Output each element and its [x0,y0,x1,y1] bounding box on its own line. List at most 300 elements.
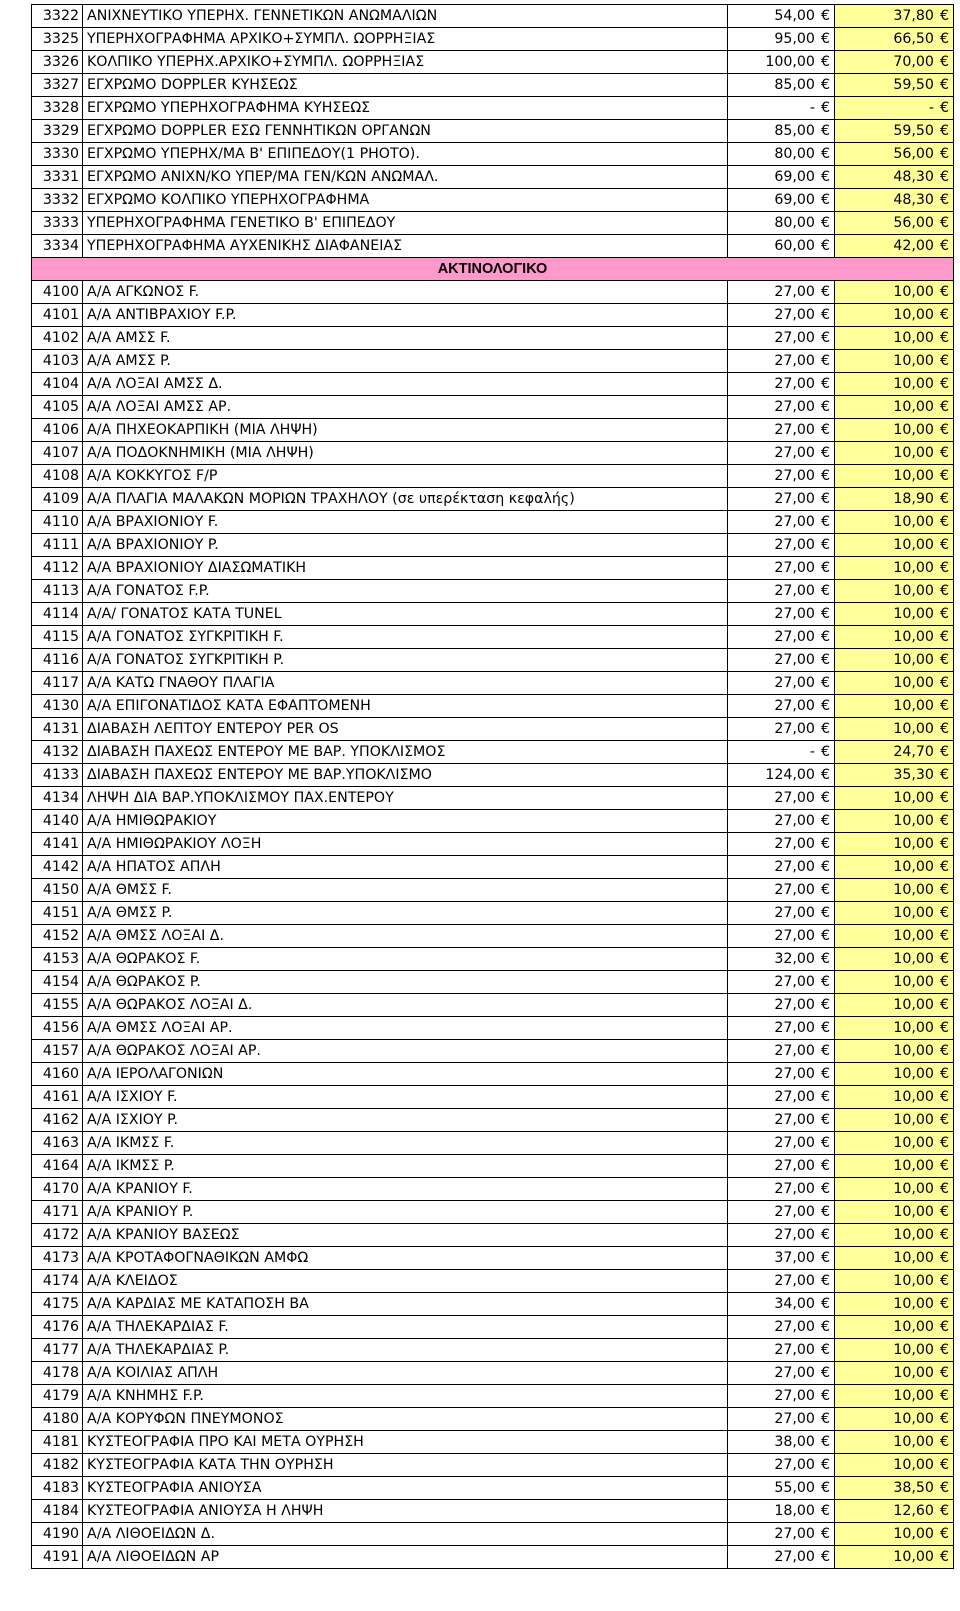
price-row [32,1224,954,1247]
discount-price-cell [835,5,954,28]
full-price-amount: 85,00 [774,123,815,139]
exam-description: Α/Α ΘΜΣΣ ΛΟΞΑΙ Δ. [83,925,728,948]
euro-symbol: € [939,192,949,208]
price-row [32,1454,954,1477]
full-price-cell [728,1201,835,1224]
exam-description: Α/Α ΗΜΙΘΩΡΑΚΙΟΥ ΛΟΞΗ [83,833,728,856]
exam-code: 4142 [32,856,83,879]
discount-price-amount: 10,00 [893,1411,934,1427]
euro-symbol: € [820,215,830,231]
exam-code: 4110 [32,511,83,534]
full-price-cell [728,1362,835,1385]
exam-description: Α/Α ΚΝΗΜΗΣ F.P. [83,1385,728,1408]
exam-description: ΥΠΕΡΗΧΟΓΡΑΦΗΜΑ ΓΕΝΕΤΙΚΟ Β' ΕΠΙΠΕΔΟΥ [83,212,728,235]
exam-description: Α/Α ΛΟΞΑΙ ΑΜΣΣ ΑΡ. [83,396,728,419]
euro-symbol: € [820,560,830,576]
price-row [32,1132,954,1155]
money-value [839,465,949,487]
discount-price-cell [835,1293,954,1316]
money-value [732,97,830,119]
discount-price-amount: 10,00 [893,1181,934,1197]
euro-symbol: € [939,974,949,990]
discount-price-amount: 37,80 [893,8,934,24]
exam-code: 4177 [32,1339,83,1362]
euro-symbol: € [820,1526,830,1542]
exam-description: Α/Α ΘΩΡΑΚΟΣ P. [83,971,728,994]
euro-symbol: € [939,123,949,139]
discount-price-amount: 48,30 [893,169,934,185]
discount-price-cell [835,212,954,235]
money-value [732,166,830,188]
exam-description: Α/Α ΚΡΑΝΙΟΥ ΒΑΣΕΩΣ [83,1224,728,1247]
money-value [732,1086,830,1108]
money-value [839,787,949,809]
full-price-amount: 100,00 [765,54,815,70]
full-price-amount: 80,00 [774,146,815,162]
discount-price-cell [835,902,954,925]
discount-price-cell [835,764,954,787]
euro-symbol: € [939,468,949,484]
euro-symbol: € [939,1411,949,1427]
euro-symbol: € [820,1434,830,1450]
money-value [839,1063,949,1085]
exam-description: ΛΗΨΗ ΔΙΑ ΒΑΡ.ΥΠΟΚΛΙΣΜΟΥ ΠΑΧ.ΕΝΤΕΡΟΥ [83,787,728,810]
money-value [839,1316,949,1338]
exam-code: 4109 [32,488,83,511]
euro-symbol: € [939,698,949,714]
money-value [839,1109,949,1131]
discount-price-cell [835,718,954,741]
full-price-cell [728,28,835,51]
money-value [839,51,949,73]
exam-code: 4111 [32,534,83,557]
euro-symbol: € [820,1181,830,1197]
discount-price-amount: 10,00 [893,399,934,415]
euro-symbol: € [820,123,830,139]
euro-symbol: € [820,974,830,990]
euro-symbol: € [939,353,949,369]
euro-symbol: € [820,698,830,714]
full-price-cell [728,833,835,856]
discount-price-cell [835,1270,954,1293]
full-price-amount: 85,00 [774,77,815,93]
price-row [32,1040,954,1063]
price-row [32,810,954,833]
exam-code: 4176 [32,1316,83,1339]
euro-symbol: € [939,560,949,576]
euro-symbol: € [939,1503,949,1519]
exam-code: 4150 [32,879,83,902]
euro-symbol: € [939,238,949,254]
euro-symbol: € [820,1411,830,1427]
discount-price-cell [835,994,954,1017]
exam-description: Α/Α ΚΛΕΙΔΟΣ [83,1270,728,1293]
euro-symbol: € [820,928,830,944]
full-price-cell [728,212,835,235]
euro-symbol: € [820,1319,830,1335]
money-value [839,1155,949,1177]
full-price-cell [728,1040,835,1063]
money-value [839,235,949,257]
money-value [732,1040,830,1062]
full-price-cell [728,1385,835,1408]
money-value [732,74,830,96]
discount-price-amount: 59,50 [893,77,934,93]
full-price-cell [728,189,835,212]
full-price-amount: 27,00 [774,468,815,484]
price-row [32,1270,954,1293]
price-row [32,1500,954,1523]
money-value [732,856,830,878]
discount-price-amount: 38,50 [893,1480,934,1496]
price-row [32,971,954,994]
discount-price-cell [835,1247,954,1270]
euro-symbol: € [820,537,830,553]
money-value [839,396,949,418]
price-row [32,327,954,350]
money-value [839,1017,949,1039]
full-price-amount: 27,00 [774,698,815,714]
exam-description: Α/Α ΠΟΔΟΚΝΗΜΙΚΗ (ΜΙΑ ΛΗΨΗ) [83,442,728,465]
exam-description: Α/Α ΘΜΣΣ P. [83,902,728,925]
euro-symbol: € [820,652,830,668]
discount-price-cell [835,143,954,166]
discount-price-amount: 59,50 [893,123,934,139]
euro-symbol: € [939,307,949,323]
exam-description: Α/Α ΑΓΚΩΝΟΣ F. [83,281,728,304]
euro-symbol: € [939,1526,949,1542]
discount-price-amount: 10,00 [893,606,934,622]
discount-price-amount: 10,00 [893,721,934,737]
price-row [32,511,954,534]
euro-symbol: € [820,905,830,921]
full-price-amount: 34,00 [774,1296,815,1312]
full-price-amount: 27,00 [774,606,815,622]
exam-description: Α/Α ΑΜΣΣ P. [83,350,728,373]
full-price-cell [728,74,835,97]
price-row [32,534,954,557]
euro-symbol: € [939,399,949,415]
full-price-cell [728,1500,835,1523]
full-price-amount: 27,00 [774,859,815,875]
discount-price-amount: 10,00 [893,905,934,921]
money-value [839,511,949,533]
money-value [732,879,830,901]
full-price-amount: 27,00 [774,974,815,990]
discount-price-amount: 10,00 [893,560,934,576]
money-value [839,1040,949,1062]
euro-symbol: € [939,284,949,300]
full-price-cell [728,1316,835,1339]
full-price-amount: 27,00 [774,928,815,944]
price-row [32,764,954,787]
money-value [732,442,830,464]
discount-price-cell [835,741,954,764]
full-price-amount: 27,00 [774,721,815,737]
discount-price-amount: 10,00 [893,1296,934,1312]
discount-price-amount: 10,00 [893,882,934,898]
full-price-cell [728,350,835,373]
full-price-cell [728,764,835,787]
euro-symbol: € [939,514,949,530]
exam-code: 4181 [32,1431,83,1454]
exam-code: 3325 [32,28,83,51]
full-price-amount: 27,00 [774,652,815,668]
full-price-cell [728,902,835,925]
exam-code: 3331 [32,166,83,189]
full-price-amount: 54,00 [774,8,815,24]
full-price-amount: 69,00 [774,169,815,185]
euro-symbol: € [939,1434,949,1450]
discount-price-cell [835,1063,954,1086]
discount-price-cell [835,1477,954,1500]
euro-symbol: € [820,767,830,783]
discount-price-amount: 12,60 [893,1503,934,1519]
full-price-amount: 27,00 [774,376,815,392]
euro-symbol: € [820,284,830,300]
full-price-amount: 27,00 [774,882,815,898]
full-price-cell [728,1546,835,1569]
euro-symbol: € [939,1066,949,1082]
discount-price-cell [835,465,954,488]
money-value [839,971,949,993]
price-row [32,350,954,373]
euro-symbol: € [939,376,949,392]
euro-symbol: € [820,1066,830,1082]
exam-description: ΕΓΧΡΩΜΟ ΚΟΛΠΙΚΟ ΥΠΕΡΗΧΟΓΡΑΦΗΜΑ [83,189,728,212]
exam-code: 4116 [32,649,83,672]
euro-symbol: € [820,77,830,93]
money-value [732,1155,830,1177]
price-row [32,626,954,649]
euro-symbol: € [939,721,949,737]
money-value [732,971,830,993]
money-value [839,442,949,464]
discount-price-amount: 10,00 [893,1319,934,1335]
full-price-amount: 27,00 [774,836,815,852]
price-row [32,1339,954,1362]
exam-code: 4161 [32,1086,83,1109]
euro-symbol: € [939,422,949,438]
discount-price-cell [835,1362,954,1385]
money-value [839,534,949,556]
discount-price-cell [835,925,954,948]
price-list-body [32,5,954,1569]
exam-description: Α/Α ΙΕΡΟΛΑΓΟΝΙΩΝ [83,1063,728,1086]
euro-symbol: € [820,31,830,47]
exam-code: 4160 [32,1063,83,1086]
exam-description: ΕΓΧΡΩΜΟ ΥΠΕΡΗΧΟΓΡΑΦΗΜΑ ΚΥΗΣΕΩΣ [83,97,728,120]
exam-description: Α/Α ΚΡΑΝΙΟΥ P. [83,1201,728,1224]
money-value [839,1385,949,1407]
money-value [732,764,830,786]
euro-symbol: € [820,169,830,185]
full-price-cell [728,511,835,534]
exam-code: 4191 [32,1546,83,1569]
full-price-cell [728,1270,835,1293]
euro-symbol: € [820,1112,830,1128]
euro-symbol: € [939,1388,949,1404]
discount-price-amount: 10,00 [893,1388,934,1404]
exam-code: 4105 [32,396,83,419]
exam-description: Α/Α ΠΗΧΕΟΚΑΡΠΙΚΗ (ΜΙΑ ΛΗΨΗ) [83,419,728,442]
discount-price-cell [835,189,954,212]
money-value [839,833,949,855]
exam-code: 4183 [32,1477,83,1500]
discount-price-cell [835,166,954,189]
euro-symbol: € [820,1480,830,1496]
full-price-amount: 27,00 [774,905,815,921]
discount-price-cell [835,1385,954,1408]
money-value [732,28,830,50]
money-value [732,189,830,211]
exam-code: 4164 [32,1155,83,1178]
discount-price-amount: 10,00 [893,468,934,484]
full-price-amount: 27,00 [774,330,815,346]
price-row [32,51,954,74]
euro-symbol: € [939,905,949,921]
money-value [732,626,830,648]
money-value [732,1224,830,1246]
discount-price-amount: 10,00 [893,353,934,369]
euro-symbol: € [939,77,949,93]
euro-symbol: € [939,1135,949,1151]
full-price-cell [728,235,835,258]
euro-symbol: € [820,491,830,507]
exam-code: 4103 [32,350,83,373]
price-row [32,580,954,603]
price-row [32,1523,954,1546]
full-price-cell [728,948,835,971]
full-price-cell [728,396,835,419]
money-value [839,557,949,579]
euro-symbol: € [820,376,830,392]
money-value [732,373,830,395]
price-row [32,465,954,488]
exam-code: 3326 [32,51,83,74]
money-value [732,580,830,602]
money-value [839,810,949,832]
discount-price-cell [835,442,954,465]
full-price-amount: 27,00 [774,1526,815,1542]
money-value [839,603,949,625]
money-value [732,557,830,579]
money-value [839,1546,949,1568]
money-value [732,1178,830,1200]
discount-price-amount: 10,00 [893,1365,934,1381]
exam-code: 4162 [32,1109,83,1132]
full-price-amount: 69,00 [774,192,815,208]
euro-symbol: € [820,1227,830,1243]
money-value [732,120,830,142]
euro-symbol: € [939,1549,949,1565]
full-price-cell [728,488,835,511]
exam-code: 4153 [32,948,83,971]
exam-code: 4114 [32,603,83,626]
exam-description: Α/Α ΛΙΘΟΕΙΔΩΝ Δ. [83,1523,728,1546]
euro-symbol: € [939,1227,949,1243]
full-price-amount: 27,00 [774,399,815,415]
money-value [839,373,949,395]
discount-price-amount: 10,00 [893,675,934,691]
discount-price-cell [835,304,954,327]
money-value [839,649,949,671]
discount-price-amount: 10,00 [893,330,934,346]
full-price-cell [728,1063,835,1086]
price-row [32,120,954,143]
euro-symbol: € [939,882,949,898]
euro-symbol: € [820,238,830,254]
euro-symbol: € [939,1296,949,1312]
exam-code: 3330 [32,143,83,166]
price-row [32,74,954,97]
exam-code: 4117 [32,672,83,695]
money-value [839,718,949,740]
euro-symbol: € [939,951,949,967]
exam-description: ΚΥΣΤΕΟΓΡΑΦΙΑ ΠΡΟ ΚΑΙ ΜΕΤΑ ΟΥΡΗΣΗ [83,1431,728,1454]
full-price-cell [728,856,835,879]
discount-price-cell [835,281,954,304]
euro-symbol: € [820,353,830,369]
money-value [732,672,830,694]
exam-description: ΚΟΛΠΙΚΟ ΥΠΕΡΗΧ.ΑΡΧΙΚΟ+ΣΥΜΠΛ. ΩΟΡΡΗΞΙΑΣ [83,51,728,74]
price-row [32,143,954,166]
full-price-amount: 27,00 [774,1342,815,1358]
price-row [32,1477,954,1500]
euro-symbol: € [939,54,949,70]
discount-price-cell [835,327,954,350]
full-price-amount: 27,00 [774,675,815,691]
discount-price-amount: 48,30 [893,192,934,208]
discount-price-amount: 10,00 [893,284,934,300]
money-value [839,419,949,441]
exam-code: 3329 [32,120,83,143]
exam-description: Α/Α ΙΚΜΣΣ P. [83,1155,728,1178]
euro-symbol: € [820,8,830,24]
euro-symbol: € [939,100,949,116]
euro-symbol: € [820,1250,830,1266]
discount-price-amount: 10,00 [893,859,934,875]
exam-description: ΚΥΣΤΕΟΓΡΑΦΙΑ ΚΑΤΑ ΤΗΝ ΟΥΡΗΣΗ [83,1454,728,1477]
full-price-cell [728,1339,835,1362]
euro-symbol: € [820,192,830,208]
euro-symbol: € [820,330,830,346]
exam-code: 4140 [32,810,83,833]
discount-price-cell [835,488,954,511]
exam-description: Α/Α ΒΡΑΧΙΟΝΙΟΥ F. [83,511,728,534]
exam-description: Α/Α ΓΟΝΑΤΟΣ ΣΥΓΚΡΙΤΙΚΗ P. [83,649,728,672]
full-price-amount: 27,00 [774,1388,815,1404]
money-value [732,1270,830,1292]
discount-price-cell [835,1132,954,1155]
full-price-amount: 27,00 [774,1227,815,1243]
money-value [839,1270,949,1292]
euro-symbol: € [820,629,830,645]
discount-price-amount: 35,30 [893,767,934,783]
money-value [839,994,949,1016]
discount-price-cell [835,51,954,74]
discount-price-cell [835,1040,954,1063]
full-price-amount: 27,00 [774,422,815,438]
discount-price-amount: 10,00 [893,1204,934,1220]
full-price-cell [728,465,835,488]
exam-code: 4180 [32,1408,83,1431]
exam-code: 4115 [32,626,83,649]
euro-symbol: € [939,606,949,622]
euro-symbol: € [820,882,830,898]
money-value [839,1408,949,1430]
discount-price-amount: 10,00 [893,1434,934,1450]
